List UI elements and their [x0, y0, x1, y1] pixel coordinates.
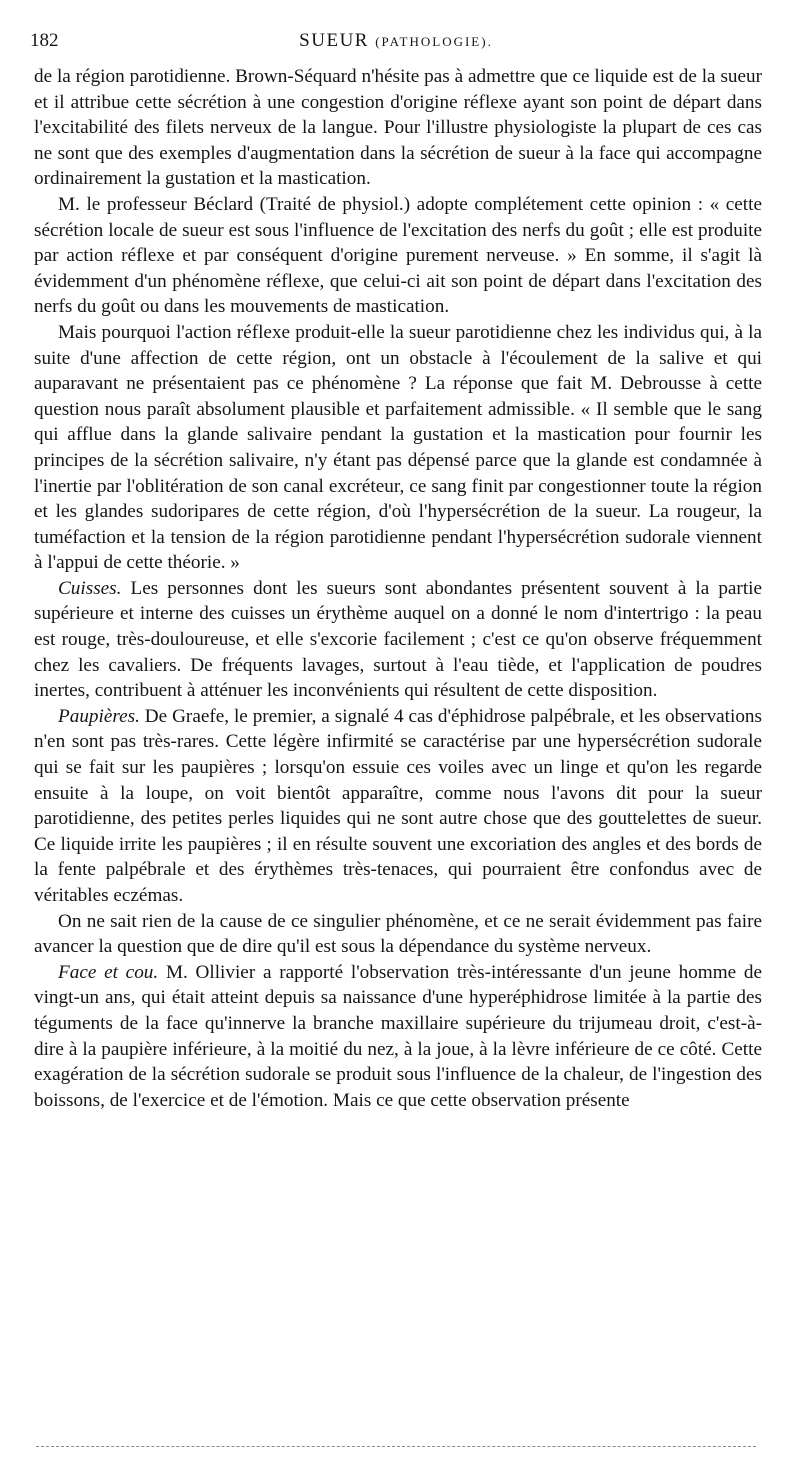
section-title: Cuisses.: [58, 577, 122, 599]
paragraph-text: Mais pourquoi l'action réflexe produit-elle la sueur parotidienne chez les individus qui, à la suite d'une affection de cette région, ont un obstacle à l'écoulement de la salive et qui auparavant ne présentaient pas ce phénomène ? La réponse que fait M. Debrousse à cette question nous paraît absolument plausible et parfaitement admissible. « Il semble que le sang qui afflue dans la glande salivaire pendant la gustation et la mastication pour fournir les principes de la sécrétion salivaire, n'y étant pas dépensé parce que la glande est condamnée à l'inertie par l'oblitération de son canal excréteur, ce sang finit par congestionner toute la région et les glandes sudoripares de cette région, d'où l'hypersécrétion de la sueur. La rougeur, la tuméfaction et la tension de la région parotidienne pendant l'hypersécrétion sudorale viennent à l'appui de cette théorie. »: [34, 321, 762, 574]
section-cuisses: [34, 576, 762, 704]
paragraph-text: Les personnes dont les sueurs sont abondantes présentent souvent à la partie supérieure et interne des cuisses un érythème auquel on a donné le nom d'intertrigo : la peau est rouge, très-douloureuse, et elle s'excorie facilement ; c'est ce qu'on observe fréquemment chez les cavaliers. De fréquents lavages, surtout à l'eau tiède, et l'application de poudres inertes, contribuent à atténuer les inconvénients qui résultent de cette disposition.: [34, 577, 763, 702]
section-title: Face et cou.: [58, 961, 159, 983]
section-paupieres: [34, 704, 762, 909]
page-header: [30, 30, 762, 58]
body-text: [34, 64, 762, 1113]
footer-divider: [36, 1446, 756, 1447]
paragraph-text: M. Ollivier a rapporté l'observation très-intéressante d'un jeune homme de vingt-un ans, qui était atteint depuis sa naissance d'une hyperéphidrose limitée à la partie des téguments de la face qu'innerve la branche maxillaire supérieure du trijumeau droit, c'est-à-dire à la paupière inférieure, à la moitié du nez, à la joue, à la lèvre inférieure de ce côté. Cette exagération de la sécrétion sudorale se produit sous l'influence de la chaleur, de l'ingestion des boissons, de l'exercice et de l'émotion. Mais ce que cette observation présente: [34, 961, 763, 1111]
running-title: SUEUR: [299, 30, 369, 51]
paragraph-parotid-continuation: [34, 64, 762, 192]
running-head: [30, 30, 762, 52]
page-number: 182: [30, 30, 59, 51]
paragraph-text: de la région parotidienne. Brown-Séquard n'hésite pas à admettre que ce liquide est de la sueur et il attribue cette sécrétion à une congestion d'origine réflexe ayant son point de départ dans l'excitabilité des filets nerveux de la langue. Pour l'illustre physiologiste la plupart de ces cas ne sont que des exemples d'augmentation dans la sécrétion de sueur à la face qui accompagne ordinairement la gustation et la mastication.: [34, 66, 762, 190]
paragraph-text: De Graefe, le premier, a signalé 4 cas d'éphidrose palpébrale, et les observations n'en sont pas très-rares. Cette légère infirmité se caractérise par une hypersécrétion sudorale qui se fait sur les paupières ; lorsqu'on essuie ces voiles avec un linge et qu'on les regarde ensuite à la loupe, on voit bientôt apparaître, comme nous l'avons dit pour la sueur parotidienne, des petites perles liquides qui ne sont autre chose que des gouttelettes de sueur. Ce liquide irrite les paupières ; il en résulte souvent une excoriation des angles et des bords de la fente palpébrale et des érythèmes très-tenaces, qui pourraient être confondus avec de véritables eczémas.: [34, 705, 762, 906]
section-face-et-cou: [34, 960, 762, 1114]
paragraph-beclard: [34, 192, 762, 320]
running-subtitle: (PATHOLOGIE).: [375, 34, 493, 49]
paragraph-text: On ne sait rien de la cause de ce singulier phénomène, et ce ne serait évidemment pas faire avancer la question que de dire qu'il est sous la dépendance du système nerveux.: [34, 910, 762, 958]
paragraph-debrousse: [34, 320, 762, 576]
paragraph-text: M. le professeur Béclard (Traité de physiol.) adopte complétement cette opinion : « cette sécrétion locale de sueur est sous l'influence de l'excitation des nerfs du goût ; elle est produite par action réflexe et par conséquent d'origine purement nerveuse. » En somme, il s'agit là évidemment d'un phénomène réflexe, que celui-ci ait son point de départ dans l'excitation des nerfs du goût ou dans les mouvements de mastication.: [34, 193, 762, 318]
section-title: Paupières.: [58, 705, 140, 727]
paragraph-cause-unknown: [34, 909, 762, 960]
